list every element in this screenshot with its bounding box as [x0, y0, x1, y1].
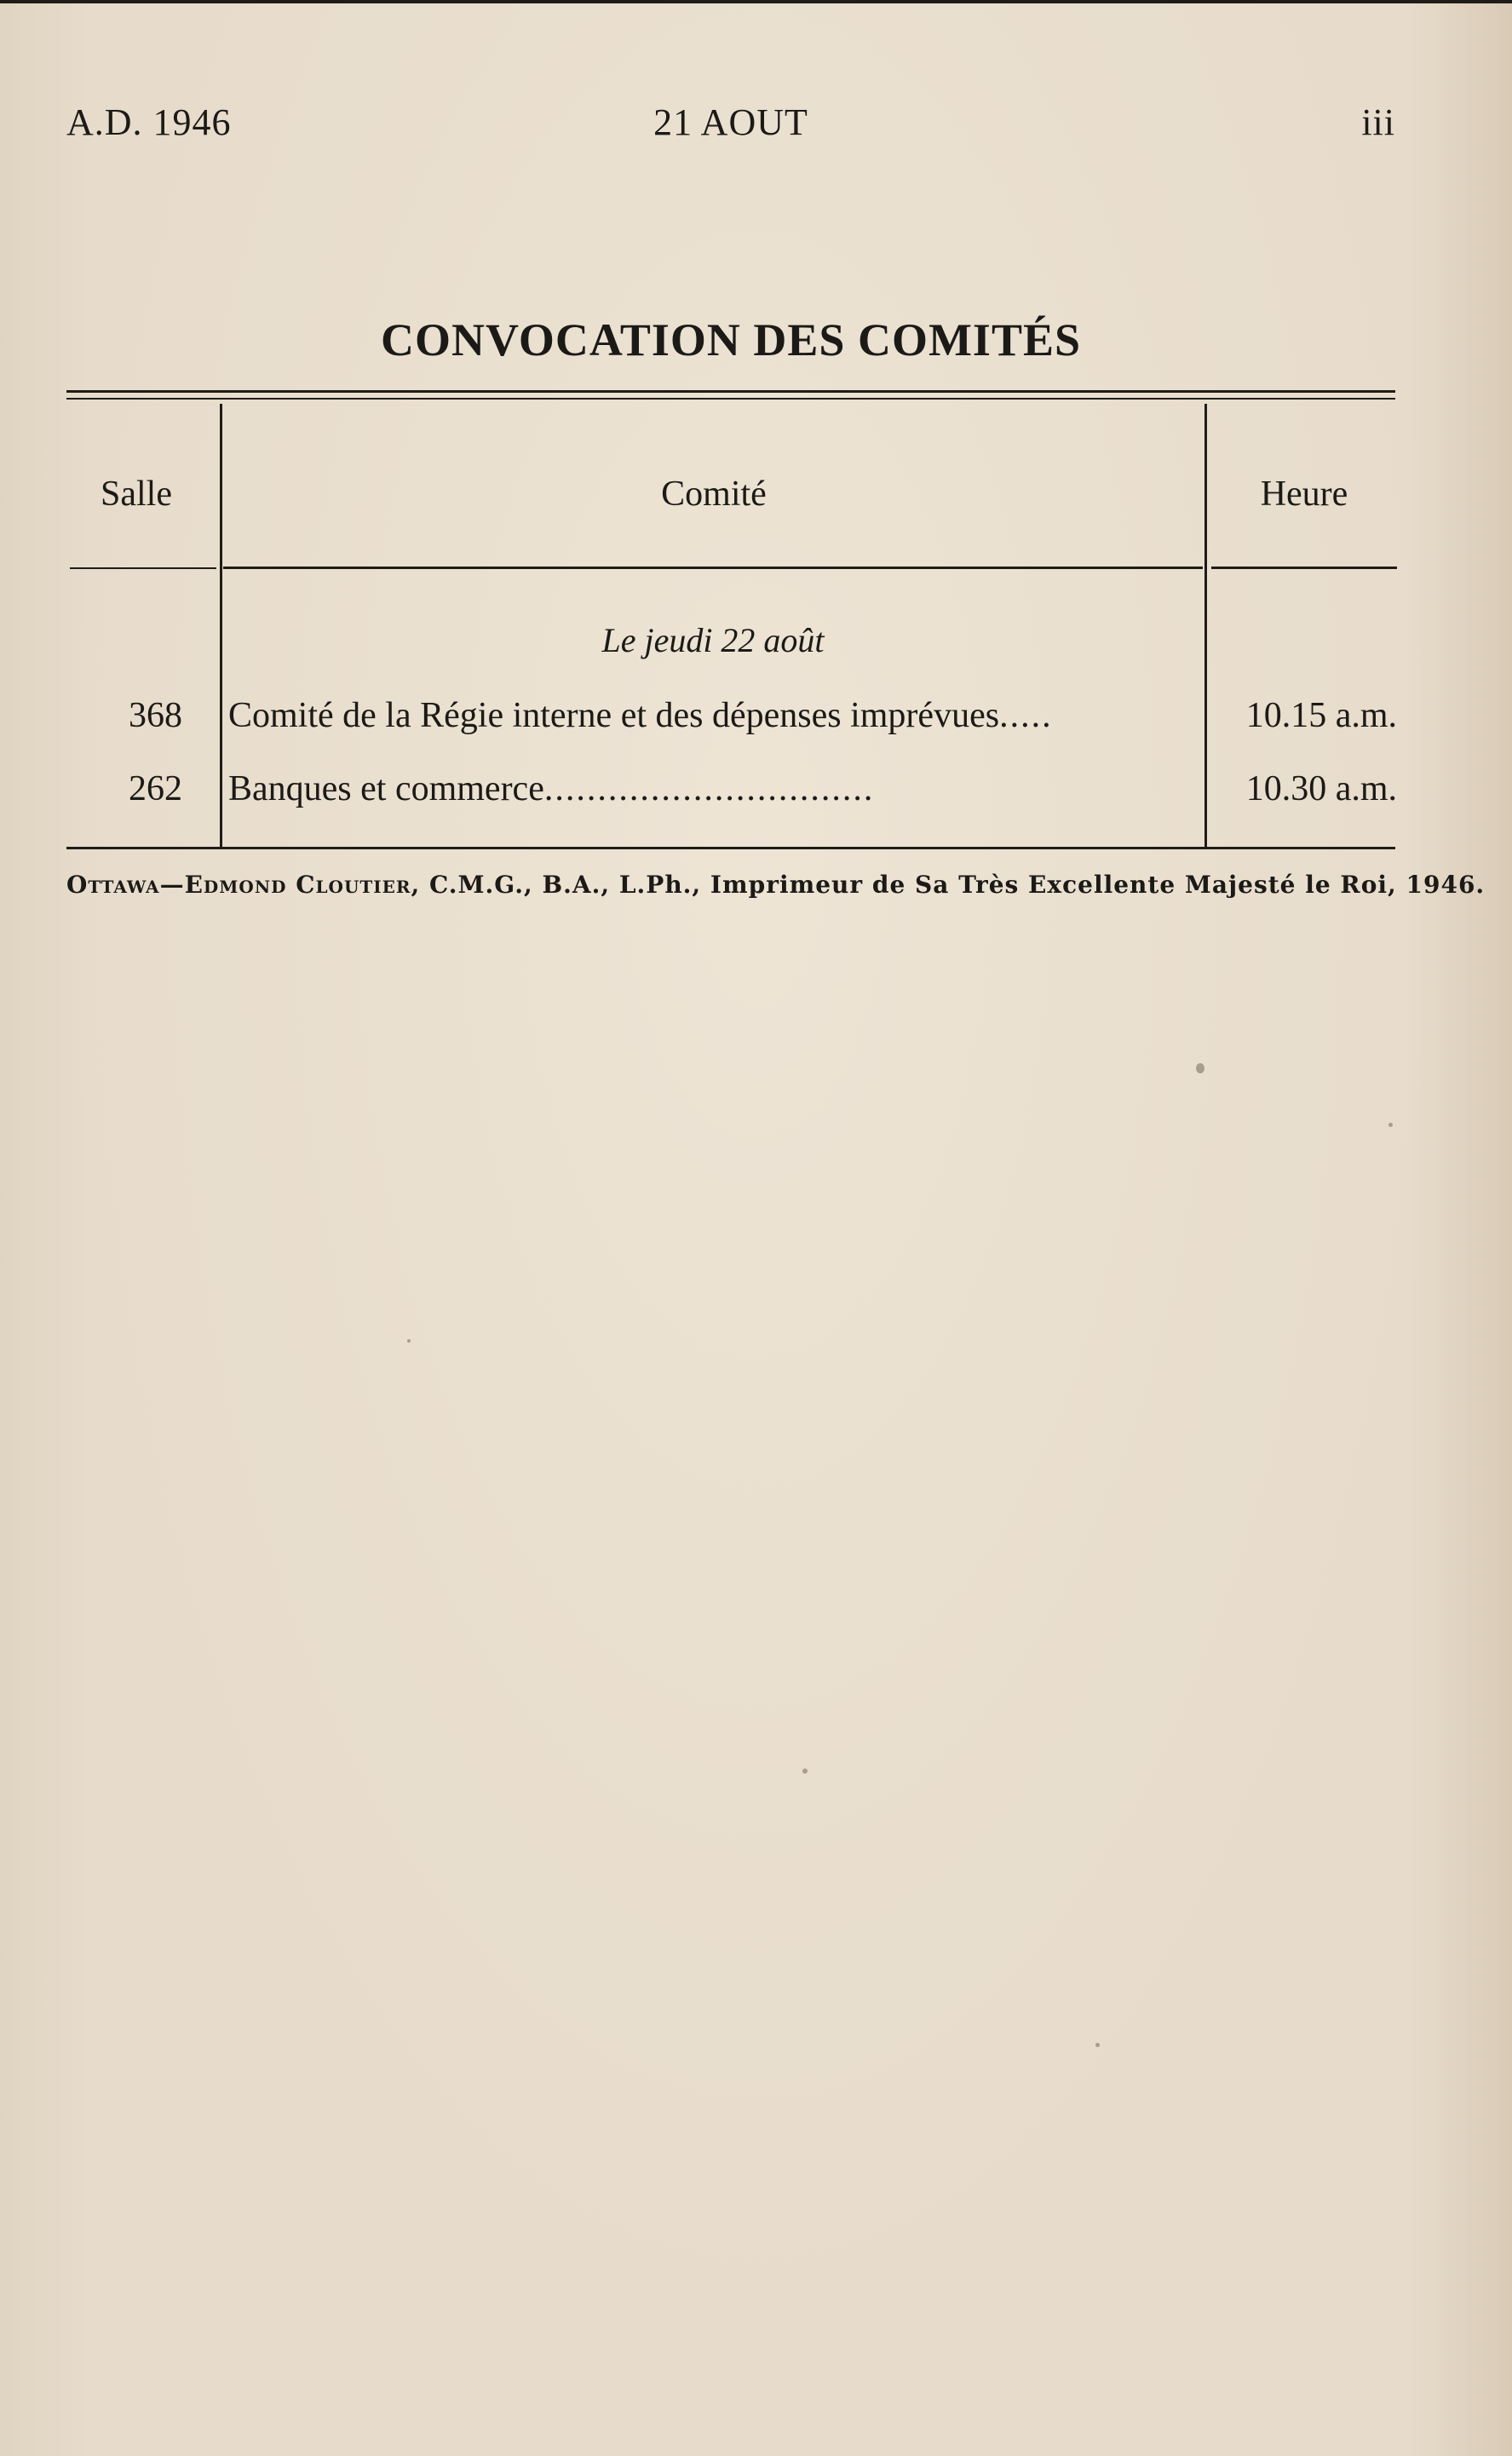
dot-leader: ..... — [999, 696, 1053, 735]
header-heure: Heure — [1260, 475, 1348, 514]
running-head-page-number: iii — [1361, 101, 1395, 143]
paper-speck — [1388, 1123, 1393, 1127]
running-head-date: 21 AOUT — [653, 101, 808, 143]
title-double-rule-bottom — [66, 398, 1395, 400]
title-double-rule-top — [66, 390, 1395, 393]
printer-imprint — [66, 871, 1486, 899]
imprint-dash: — — [159, 871, 185, 899]
header-comite: Comité — [661, 475, 767, 514]
running-head-year: A.D. 1946 — [66, 101, 232, 143]
committee-name-text: Comité de la Régie interne et des dépenses imprévues — [228, 696, 1000, 735]
imprint-city: Ottawa — [66, 871, 160, 899]
imprint-printer: Edmond Cloutier — [184, 871, 411, 899]
row-room-number: 262 — [129, 769, 182, 808]
dot-leader: ............................... — [543, 769, 875, 808]
page-top-edge — [0, 0, 1512, 3]
paper-speck — [1095, 2043, 1100, 2047]
header-rule-heure — [1211, 567, 1397, 569]
row-committee-name — [228, 768, 1201, 809]
paper-speck — [407, 1339, 411, 1343]
row-time: 10.15 a.m. — [1245, 696, 1397, 735]
imprint-details: , C.M.G., B.A., L.Ph., Imprimeur de Sa Très Excellente Majesté le Roi, 1946. — [411, 871, 1486, 899]
header-rule-salle — [70, 567, 216, 569]
paper-speck — [802, 1769, 808, 1774]
table-bottom-rule — [66, 847, 1395, 849]
row-committee-name — [228, 695, 1201, 736]
header-salle: Salle — [101, 475, 172, 514]
committee-name-text: Banques et commerce — [228, 769, 544, 808]
table-row — [0, 695, 1512, 743]
running-head — [66, 101, 1395, 152]
row-room-number: 368 — [129, 696, 182, 735]
table-row — [0, 768, 1512, 816]
page-title: CONVOCATION DES COMITÉS — [380, 314, 1082, 365]
date-heading: Le jeudi 22 août — [601, 621, 825, 659]
paper-speck — [1196, 1063, 1204, 1073]
row-time: 10.30 a.m. — [1245, 769, 1397, 808]
header-rule-comite — [223, 567, 1203, 569]
